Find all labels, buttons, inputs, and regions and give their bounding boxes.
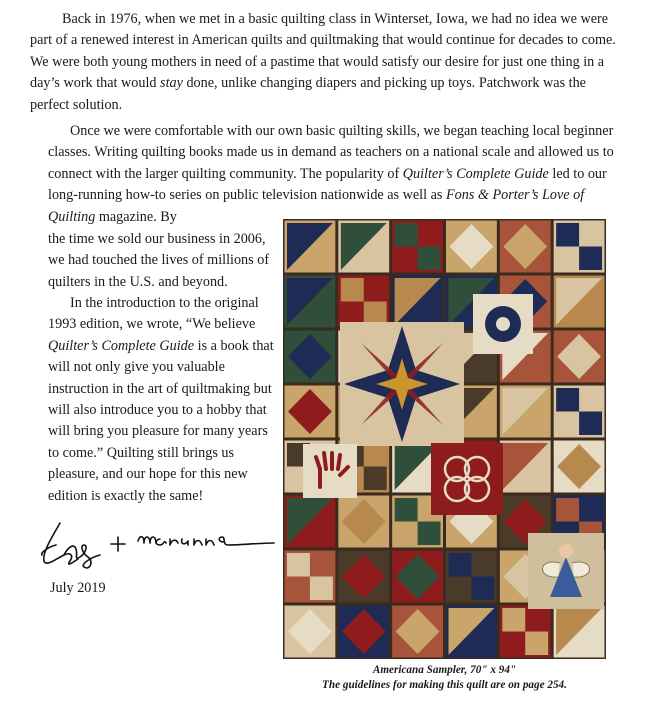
intro-paragraph-1: Back in 1976, when we met in a basic quilting class in Winterset, Iowa, we had no idea we were part of a renewed interest in American quilts and quiltmaking that would continue for decades to come. We were both young mothers in need of a pastime that would satisfy our desire for just one thing in a day’s work that would stay done, unlike changing diapers and picking up toys. Patchwork was the perfect solution.: [30, 11, 616, 113]
handwritten-signature: [30, 515, 275, 575]
intro-paragraph-2: Once we were comfortable with our own basic quilting skills, we began teaching local beginner classes. Writing quilting books made us in demand as teachers on a national scale and allowed us to connect with the larger quilting community. The popularity of Quilter’s Complete Guide led to our long-running how-to series on public television nationwide as well as Fons & Porter’s Love of Quilting magazine. By: [48, 123, 614, 225]
caption-note: The guidelines for making this quilt are on page 254.: [322, 679, 567, 691]
caption-title: Americana Sampler, 70" x 94": [372, 664, 517, 676]
date-line: July 2019: [50, 580, 106, 596]
quilt-photo: [283, 219, 606, 659]
intro-paragraph-2-continued: the time we sold our business in 2006, we had touched the lives of millions of quilters in the U.S. and beyond.: [48, 231, 270, 290]
intro-paragraph-3: In the introduction to the original 1993 edition, we wrote, “We believe Quilter’s Complete Guide is a book that will not only give you valuable instruction in the art of quiltmaking but will also introduce you to a hobby that will bring you pleasure for many years to come.” Quilting still brings us pleasure, and our hope for this new edition is exactly the same!: [48, 295, 274, 504]
figure-caption: [283, 663, 606, 693]
